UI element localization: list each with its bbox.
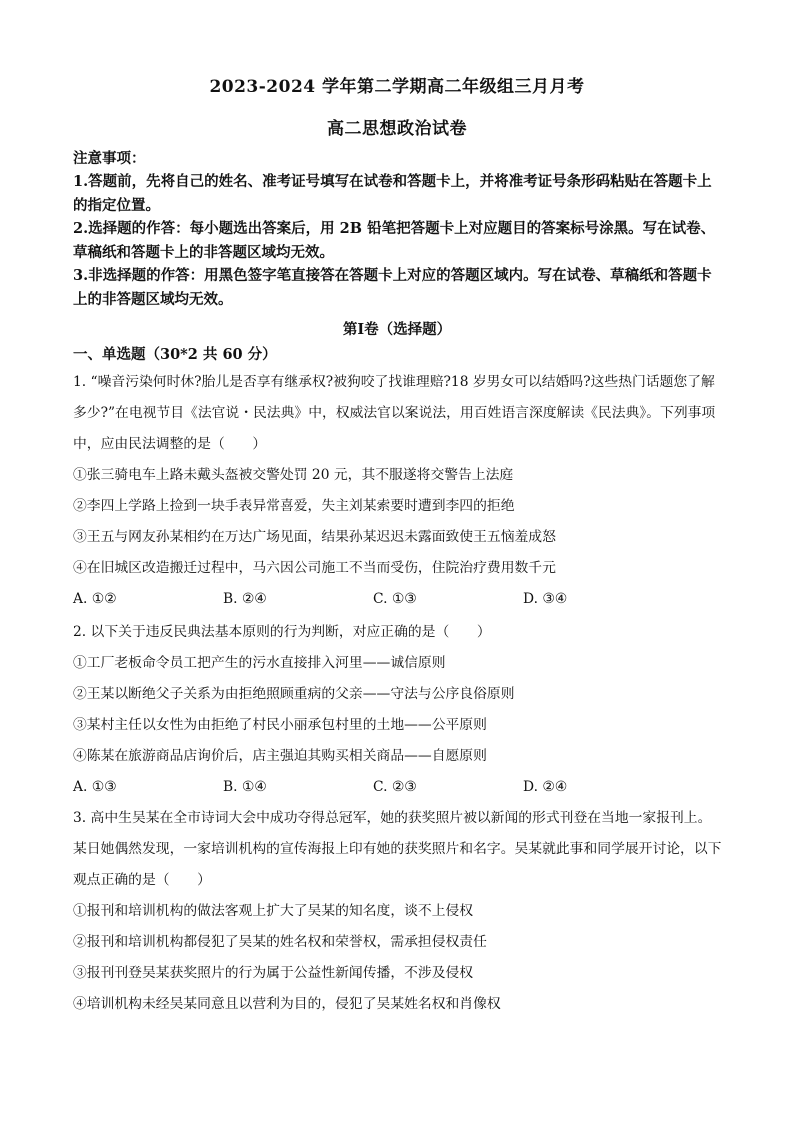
answer-options (73, 772, 673, 803)
question-stem: 1. “噪音污染何时休?胎儿是否享有继承权?被狗咬了找谁理赔?18 岁男女可以结婚吗?这些热门话题您了解多少?”在电视节目《法官说・民法典》中，权威法官以案说法，用百姓语言深度解读《民法典》。下列事项中，应由民法调整的是（ ） (73, 374, 716, 452)
question-2 (73, 617, 725, 803)
option-d: D. ②④ (523, 779, 568, 795)
option-b: B. ①④ (223, 779, 267, 795)
question-statement: ④陈某在旅游商品店询价后，店主强迫其购买相关商品——自愿原则 (73, 748, 487, 764)
notes-list (73, 170, 725, 311)
question-stem: 2. 以下关于违反民典法基本原则的行为判断，对应正确的是（ ） (73, 624, 491, 640)
notes-heading: 注意事项： (73, 150, 146, 167)
exam-subtitle: 高二思想政治试卷 (327, 119, 467, 139)
option-b: B. ②④ (223, 591, 267, 607)
question-statement: ②王某以断绝父子关系为由拒绝照顾重病的父亲——守法与公序良俗原则 (73, 686, 515, 702)
question-statement: ④培训机构未经吴某同意且以营利为目的，侵犯了吴某姓名权和肖像权 (73, 996, 501, 1012)
exam-title: 2023-2024 学年第二学期高二年级组三月月考 (209, 77, 585, 97)
question-statement: ④在旧城区改造搬迁过程中，马六因公司施工不当而受伤，住院治疗费用数千元 (73, 560, 556, 576)
question-statement: ①工厂老板命令员工把产生的污水直接排入河里——诚信原则 (73, 655, 446, 671)
notes-item: 1.答题前，先将自己的姓名、准考证号填写在试卷和答题卡上，并将准考证号条形码粘贴在答题卡上的指定位置。 (73, 173, 712, 214)
notes-item: 2.选择题的作答：每小题选出答案后，用 2B 铅笔把答题卡上对应题目的答案标号涂黑。写在试卷、草稿纸和答题卡上的非答题区域均无效。 (73, 220, 716, 261)
question-statement: ①张三骑电车上路未戴头盔被交警处罚 20 元，其不服遂将交警告上法庭 (73, 467, 514, 483)
notes-item: 3.非选择题的作答：用黑色签字笔直接答在答题卡上对应的答题区域内。写在试卷、草稿纸和答题卡上的非答题区域均无效。 (73, 267, 712, 308)
question-3 (73, 803, 725, 1020)
option-c: C. ②③ (373, 779, 417, 795)
option-a: A. ①② (73, 591, 117, 607)
question-statement: ③某村主任以女性为由拒绝了村民小丽承包村里的土地——公平原则 (73, 717, 487, 733)
option-d: D. ③④ (523, 591, 568, 607)
question-statement: ②李四上学路上捡到一块手表异常喜爱，失主刘某索要时遭到李四的拒绝 (73, 498, 515, 514)
option-c: C. ①③ (373, 591, 417, 607)
question-1 (73, 367, 725, 615)
question-stem: 3. 高中生吴某在全市诗词大会中成功夺得总冠军，她的获奖照片被以新闻的形式刊登在当地一家报刊上。某日她偶然发现，一家培训机构的宣传海报上印有她的获奖照片和名字。吴某就此事和同学展开讨论，以下观点正确的是（ ） (73, 810, 722, 888)
question-statement: ③报刊刊登吴某获奖照片的行为属于公益性新闻传播，不涉及侵权 (73, 965, 474, 981)
answer-options (73, 584, 673, 615)
question-statement: ①报刊和培训机构的做法客观上扩大了吴某的知名度，谈不上侵权 (73, 903, 474, 919)
part-title: 第Ⅰ卷（选择题） (342, 321, 452, 338)
section-title: 一、单选题（30*2 共 60 分） (73, 346, 277, 363)
option-a: A. ①③ (73, 779, 117, 795)
question-statement: ②报刊和培训机构都侵犯了吴某的姓名权和荣誉权，需承担侵权责任 (73, 934, 487, 950)
question-statement: ③王五与网友孙某相约在万达广场见面，结果孙某迟迟未露面致使王五恼羞成怒 (73, 529, 556, 545)
